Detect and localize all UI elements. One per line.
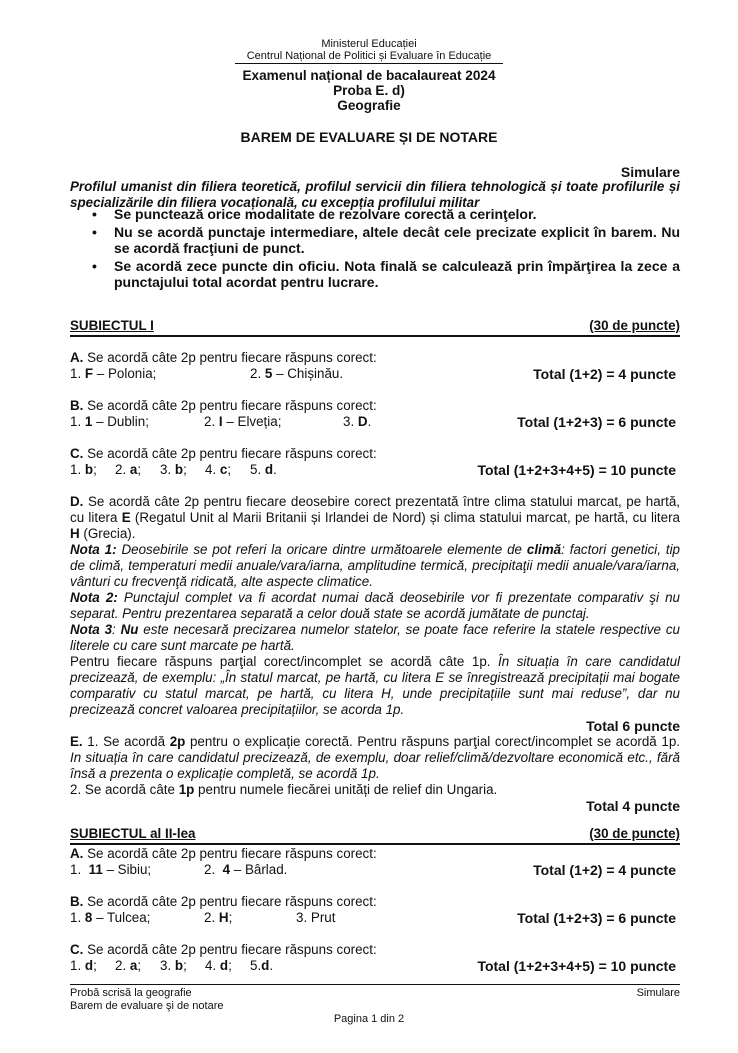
rule-item: • Nu se acordă punctaje intermediare, altele decât cele precizate explicit în barem. Nu se acordă fracţiuni de punct.: [92, 224, 680, 257]
answer-item: 5.d.: [250, 958, 274, 973]
item-intro: Se acordă câte 2p pentru fiecare răspuns corect:: [83, 846, 377, 861]
footer-doc-label: Barem de evaluare şi de notare: [70, 1000, 224, 1012]
profile-description: Profilul umanist din filiera teoretică, profilul servicii din filiera tehnologică și toate profilurile și specializările din filiera vocațională, cu excepția profilului militar: [70, 179, 680, 210]
s1-d-note-3: Nota 3: Nu este necesară precizarea numelor statelor, se poate face referire la statele respective cu literele cu care sunt marcate pe hartă.: [70, 622, 680, 653]
barem-title: BAREM DE EVALUARE ȘI DE NOTARE: [240, 129, 498, 145]
header-divider: [235, 63, 503, 64]
item-intro: Se acordă câte 2p pentru fiecare răspuns corect:: [83, 942, 377, 957]
s1-b-answers: [70, 414, 676, 430]
s2-a-intro: [70, 846, 680, 862]
answer-item: 2. 5 – Chișinău.: [250, 366, 344, 381]
s1-d-statement: D. Se acordă câte 2p pentru fiecare deosebire corect prezentată între clima statului marcat, pe hartă, cu litera E (Regatul Unit al Marii Britanii și Irlandei de Nord) și clima statului marcat, pe hartă, cu litera H (Grecia).: [70, 494, 681, 541]
s1-d-total: Total 6 puncte: [586, 718, 680, 734]
s1-d-note-2: Nota 2: Punctajul complet va fi acordat numai dacă deosebirile vor fi prezentate comparativ şi nu separat. Pentru prezentarea separată a celor două state se acordă jumătate de punctaj.: [70, 590, 680, 621]
subject-1-points: (30 de puncte): [589, 318, 680, 333]
s1-d-note-1: Nota 1: Deosebirile se pot referi la oricare dintre următoarele elemente de climă: factori genetici, tip de climă, temperaturi medii anuale/vara/iarna, amplitudine termică, precipitaţii medii anuale/vara/iarna, vânturi cu frecvenţă ridicată, alte aspecte climatice.: [70, 542, 680, 589]
s2-c-answers: [70, 958, 676, 974]
s1-a-intro: [70, 350, 680, 366]
item-intro: Se acordă câte 2p pentru fiecare răspuns corect:: [83, 446, 377, 461]
item-intro: Se acordă câte 2p pentru fiecare răspuns corect:: [83, 894, 377, 909]
session-label: Simulare: [620, 164, 680, 180]
s2-a-answers: [70, 862, 676, 878]
subject-1-title: SUBIECTUL I: [70, 318, 154, 333]
s1-b-intro: [70, 398, 680, 414]
answer-item: 1. F – Polonia;: [70, 366, 157, 381]
answer-item: 3. b;: [160, 958, 187, 973]
answer-item: 4. d;: [205, 958, 232, 973]
answer-item: 2. I – Elveția;: [204, 414, 282, 429]
subject-1-heading: [70, 318, 680, 337]
answer-item: 1. d;: [70, 958, 97, 973]
s2-b-intro: [70, 894, 680, 910]
s1-e-point-1: E. 1. Se acordă 2p pentru o explicație corectă. Pentru răspuns parţial corect/incomplet se acordă 1p. In situația în care candidatul precizează, de exemplu, doar relief/climă/dezvoltare economică etc., fără însă a prezenta o explicație completă, se acordă 1p.: [70, 734, 680, 781]
answer-item: 4. c;: [205, 462, 232, 477]
page-number: Pagina 1 din 2: [333, 1013, 405, 1025]
item-label: B.: [70, 398, 84, 413]
item-label: A.: [70, 350, 84, 365]
rule-item: • Se acordă zece puncte din oficiu. Nota finală se calculează prin împărţirea la zece a punctajului total acordat pentru lucrare.: [92, 258, 680, 291]
answer-item: 3. b;: [160, 462, 187, 477]
answer-item: 1. b;: [70, 462, 97, 477]
s1-e-total: Total 4 puncte: [586, 798, 680, 814]
answer-item: 3. Prut: [296, 910, 336, 925]
answer-item: 3. D.: [343, 414, 372, 429]
answer-item: 2. a;: [115, 958, 142, 973]
item-intro: Se acordă câte 2p pentru fiecare răspuns corect:: [83, 398, 377, 413]
answer-item: 2. H;: [204, 910, 233, 925]
answer-item: 1. 8 – Tulcea;: [70, 910, 151, 925]
item-intro: Se acordă câte 2p pentru fiecare răspuns corect:: [83, 350, 377, 365]
subject-label: Geografie: [337, 98, 401, 113]
proba-label: Proba E. d): [333, 83, 405, 98]
s1-d-partial-credit: Pentru fiecare răspuns parţial corect/incomplet se acordă câte 1p. În situația în care candidatul precizează, de exemplu: „În statul marcat, pe hartă, cu litera E se înregistrează precipitații mai bogate comparativ cu statul marcat, pe hartă, cu litera H, unde precipitațiile sunt mai reduse”, dar nu precizează concret valoarea precipitațiilor, se acorda 1p.: [70, 654, 680, 717]
s2-b-answers: [70, 910, 676, 926]
rule-item: • Se punctează orice modalitate de rezolvare corectă a cerinţelor.: [92, 206, 680, 223]
s1-b-total: Total (1+2+3) = 6 puncte: [517, 414, 676, 430]
answer-item: 1. 11 – Sibiu;: [70, 862, 152, 877]
answer-item: 1. 1 – Dublin;: [70, 414, 149, 429]
s1-a-total: Total (1+2) = 4 puncte: [533, 366, 676, 382]
s1-c-answers: [70, 462, 676, 478]
footer-exam-label: Probă scrisă la geografie: [70, 987, 192, 999]
s2-a-total: Total (1+2) = 4 puncte: [533, 862, 676, 878]
exam-title: Examenul național de bacalaureat 2024: [242, 68, 496, 83]
answer-item: 2. a;: [115, 462, 142, 477]
answer-item: 2. 4 – Bârlad.: [204, 862, 288, 877]
s1-e-point-2: 2. Se acordă câte 1p pentru numele fiecărei unități de relief din Ungaria.: [70, 782, 498, 797]
s1-c-intro: [70, 446, 680, 462]
general-rules-list: [92, 206, 680, 292]
answer-item: 5. d.: [250, 462, 277, 477]
footer-divider: [70, 984, 680, 985]
ministry-name: Ministerul Educației: [321, 38, 417, 50]
subject-2-title: SUBIECTUL al II-lea: [70, 826, 196, 841]
s2-b-total: Total (1+2+3) = 6 puncte: [517, 910, 676, 926]
item-label: A.: [70, 846, 84, 861]
center-name: Centrul Național de Politici și Evaluare în Educație: [246, 50, 492, 62]
s2-c-total: Total (1+2+3+4+5) = 10 puncte: [477, 958, 676, 974]
item-label: B.: [70, 894, 84, 909]
footer-session: Simulare: [636, 987, 680, 999]
s1-a-answers: [70, 366, 676, 382]
item-label: C.: [70, 446, 84, 461]
item-label: C.: [70, 942, 84, 957]
subject-2-points: (30 de puncte): [589, 826, 680, 841]
subject-2-heading: [70, 826, 680, 845]
s2-c-intro: [70, 942, 680, 958]
s1-c-total: Total (1+2+3+4+5) = 10 puncte: [477, 462, 676, 478]
